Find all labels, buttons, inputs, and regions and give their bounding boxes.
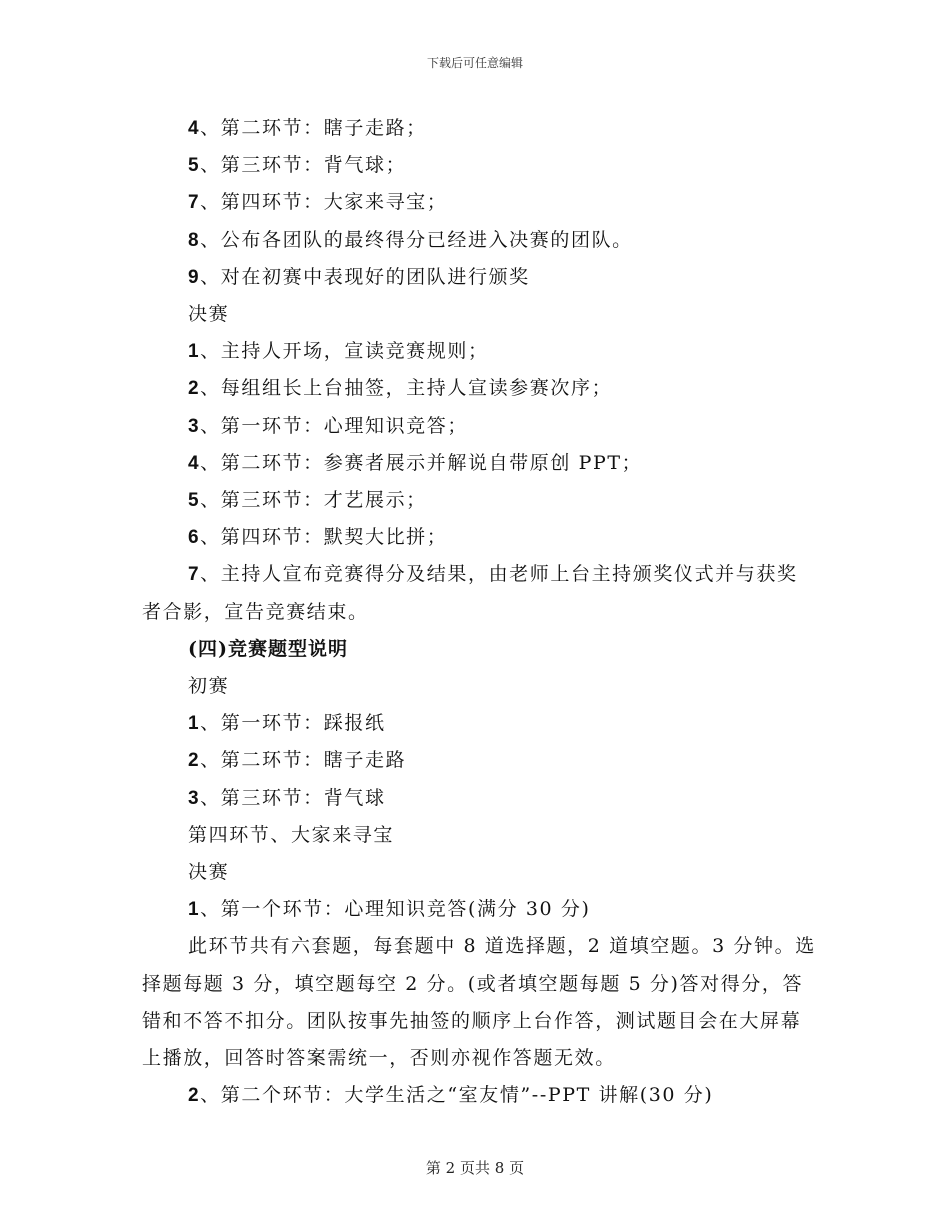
paragraph-text: 、主持人开场，宣读竞赛规则；	[200, 340, 489, 363]
paragraph-text: 、第三环节：背气球；	[200, 154, 407, 177]
paragraph	[142, 780, 817, 817]
paragraph	[142, 519, 817, 556]
paragraph	[142, 742, 817, 779]
item-number: 8	[188, 229, 201, 251]
paragraph-text: 、每组组长上台抽签，主持人宣读参赛次序；	[200, 377, 613, 400]
item-number: 3	[188, 415, 201, 437]
paragraph	[142, 556, 817, 630]
paragraph-text: 决赛	[188, 861, 230, 884]
paragraph-text: 、第三环节：才艺展示；	[200, 489, 427, 512]
paragraph-text: 、公布各团队的最终得分已经进入决赛的团队。	[200, 228, 633, 251]
paragraph-text: 、主持人宣布竞赛得分及结果，由老师上台主持颁奖仪式并与获奖者合影，宣告竞赛结束。	[142, 563, 798, 623]
section-label	[142, 668, 817, 705]
paragraph	[142, 408, 817, 445]
item-number: 7	[188, 564, 201, 586]
item-number: 1	[188, 713, 201, 735]
paragraph	[142, 333, 817, 370]
item-number: 3	[188, 787, 201, 809]
page-footer: 第 2 页共 8 页	[425, 1159, 525, 1177]
paragraph	[142, 445, 817, 482]
paragraph	[142, 370, 817, 407]
paragraph-text: 、第四环节：默契大比拼；	[200, 526, 448, 549]
item-number: 1	[188, 341, 201, 363]
paragraph	[142, 1077, 817, 1114]
paragraph	[142, 482, 817, 519]
item-number: 5	[188, 490, 201, 512]
paragraph-text: 决赛	[188, 303, 230, 326]
document-body	[142, 110, 817, 1114]
item-number: 1	[188, 899, 201, 921]
paragraph	[142, 705, 817, 742]
paragraph	[142, 184, 817, 221]
item-number: 4	[188, 118, 201, 139]
paragraph	[142, 928, 817, 1077]
item-number: 9	[188, 266, 201, 288]
item-number: 5	[188, 155, 201, 177]
paragraph-text: 、第一环节：心理知识竞答；	[200, 414, 468, 437]
page-header: 下载后可任意编辑	[426, 56, 523, 70]
paragraph-text: 、第二环节：瞎子走路；	[200, 117, 427, 139]
paragraph	[142, 147, 817, 184]
paragraph-text: 、第二环节：瞎子走路	[200, 749, 407, 772]
paragraph	[142, 110, 817, 147]
section-label	[142, 296, 817, 333]
paragraph-text: 第四环节、大家来寻宝	[188, 823, 395, 846]
item-number: 2	[188, 750, 201, 772]
paragraph-text: 、对在初赛中表现好的团队进行颁奖	[200, 265, 530, 288]
paragraph-text: 、第二个环节：大学生活之“室友情”--PPT 讲解(30 分)	[200, 1084, 714, 1107]
item-number: 2	[188, 378, 201, 400]
paragraph	[142, 891, 817, 928]
paragraph-text: 、第二环节：参赛者展示并解说自带原创 PPT；	[200, 451, 643, 474]
paragraph	[142, 817, 817, 854]
item-number: 4	[188, 452, 201, 474]
section-heading	[142, 631, 817, 668]
paragraph-text: 、第四环节：大家来寻宝；	[200, 191, 448, 214]
paragraph-text: 、第一环节：踩报纸	[200, 712, 386, 735]
paragraph	[142, 259, 817, 296]
item-number: 7	[188, 192, 201, 214]
section-label	[142, 854, 817, 891]
item-number: 6	[188, 527, 201, 549]
paragraph	[142, 222, 817, 259]
item-number: 2	[188, 1085, 201, 1107]
paragraph-text: 初赛	[188, 675, 230, 698]
paragraph-text: 、第一个环节：心理知识竞答(满分 30 分)	[200, 898, 591, 921]
paragraph-text: 、第三环节：背气球	[200, 786, 386, 809]
paragraph-text: 此环节共有六套题，每套题中 8 道选择题，2 道填空题。3 分钟。选择题每题 3 分，填空题每空 2 分。(或者填空题每题 5 分)答对得分，答错和不答不扣分。团队按事先抽签的顺序上台作答，测试题目会在大屏幕上播放，回答时答案需统一，否则亦视作答题无效。	[142, 935, 816, 1070]
heading-text: (四)竞赛题型说明	[188, 637, 348, 660]
